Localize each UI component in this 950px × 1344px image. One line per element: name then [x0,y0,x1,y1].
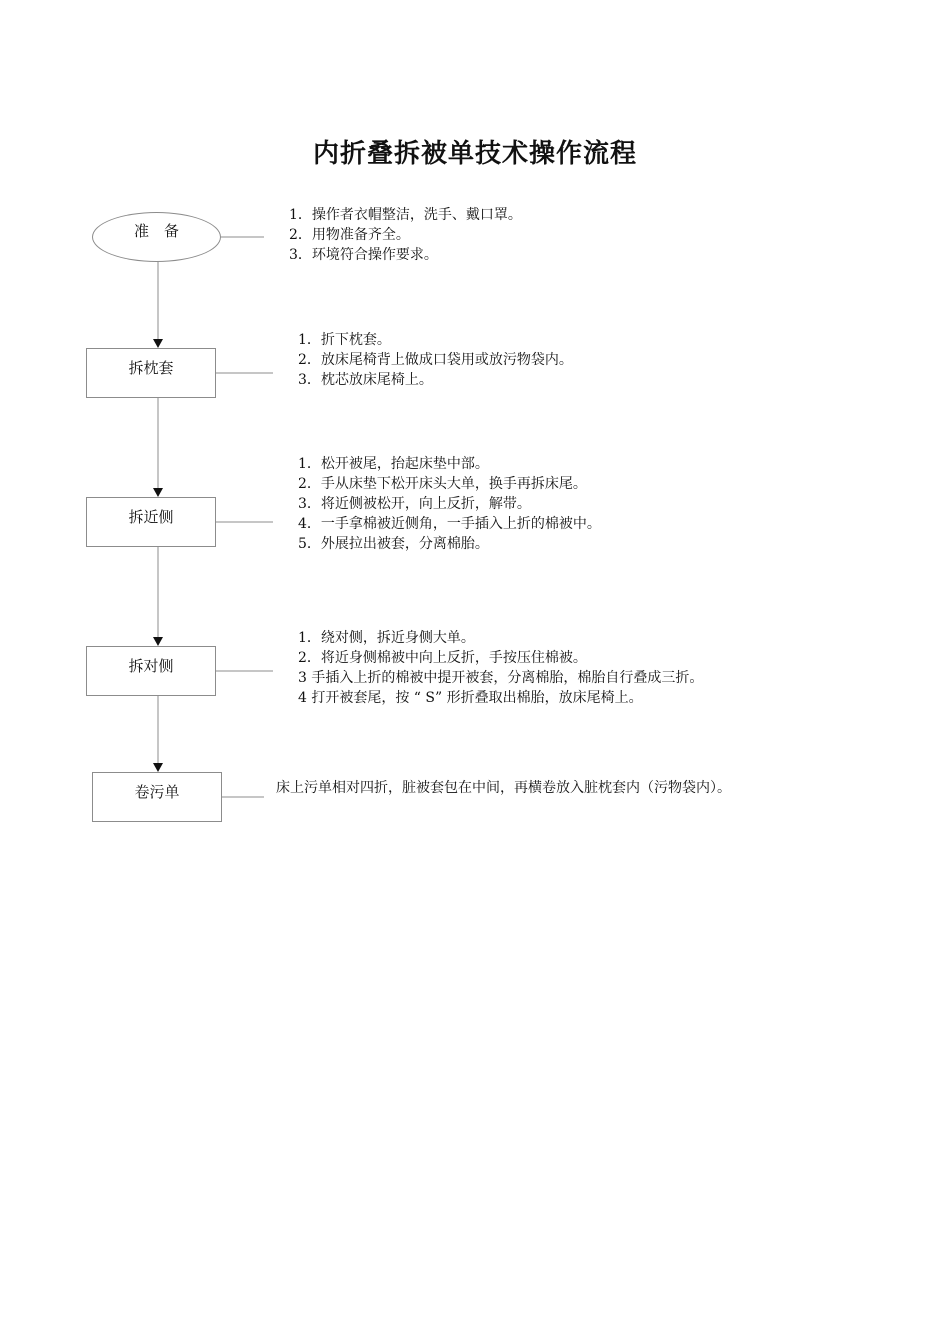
flow-node-remove-near-side [86,497,216,547]
flow-node-remove-far-side [86,646,216,696]
step-list-prepare [289,205,522,265]
step-item: 3．枕芯放床尾椅上。 [298,372,433,388]
step-item: 2．用物准备齐全。 [289,227,410,243]
arrowhead-1 [153,339,163,348]
step-list-remove-far-side [298,628,703,708]
page-title: 内折叠拆被单技术操作流程 [312,139,637,169]
arrowhead-3 [153,637,163,646]
step-item: 3 手插入上折的棉被中提开被套，分离棉胎，棉胎自行叠成三折。 [298,670,704,686]
step-item: 2．将近身侧棉被中向上反折，手按压住棉被。 [298,650,587,666]
flow-node-label: 拆近侧 [128,508,174,526]
arrowhead-2 [153,488,163,497]
step-item: 1．松开被尾，抬起床垫中部。 [298,456,489,472]
flow-node-label: 卷污单 [134,783,180,801]
flow-node-prepare [92,212,221,262]
step-item: 1．绕对侧，拆近身侧大单。 [298,630,475,646]
step-item: 3．环境符合操作要求。 [289,247,438,263]
step-item: 4．一手拿棉被近侧角，一手插入上折的棉被中。 [298,516,601,532]
step-item: 4 打开被套尾，按 “ S” 形折叠取出棉胎，放床尾椅上。 [298,690,643,706]
step-item: 1．折下枕套。 [298,332,391,348]
step-list-roll-dirty-linen [276,778,731,798]
flow-node-label: 准 备 [133,222,179,240]
step-list-remove-near-side [298,454,601,554]
step-list-remove-pillowcase [298,330,573,390]
arrowhead-4 [153,763,163,772]
flow-node-label: 拆枕套 [128,359,174,377]
flow-node-remove-pillowcase [86,348,216,398]
flow-node-roll-dirty-linen [92,772,222,822]
step-item: 2．手从床垫下松开床头大单，换手再拆床尾。 [298,476,587,492]
step-item: 3．将近侧被松开，向上反折，解带。 [298,496,531,512]
step-item: 床上污单相对四折，脏被套包在中间，再横卷放入脏枕套内（污物袋内）。 [276,780,731,796]
step-item: 2．放床尾椅背上做成口袋用或放污物袋内。 [298,352,573,368]
flow-node-label: 拆对侧 [128,657,174,675]
step-item: 1．操作者衣帽整洁，洗手、戴口罩。 [289,207,522,223]
step-item: 5．外展拉出被套，分离棉胎。 [298,536,489,552]
